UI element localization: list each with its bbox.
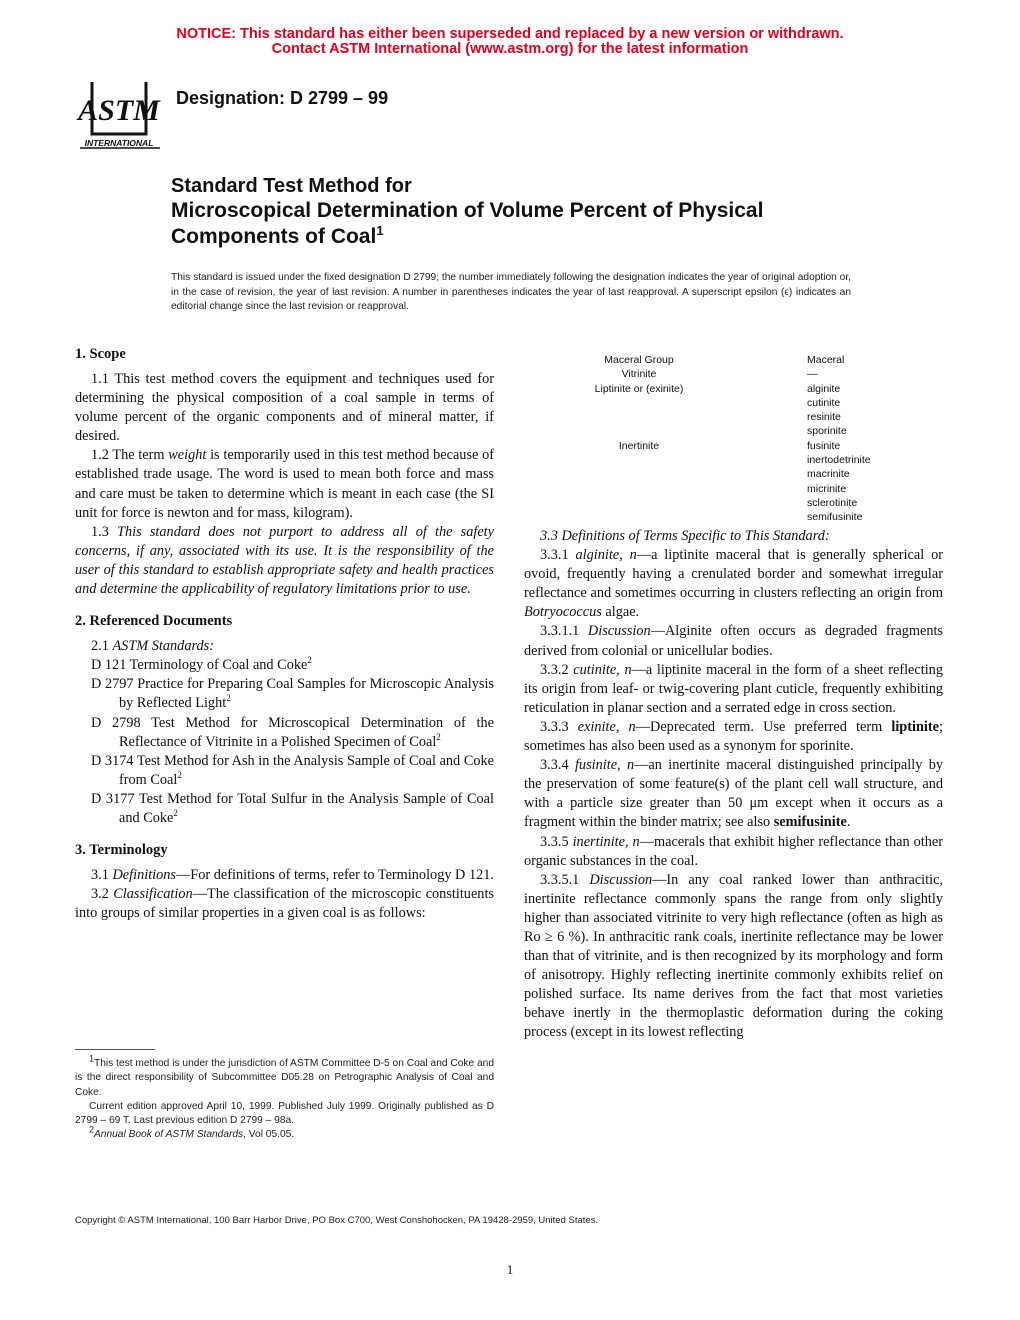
scope-1-3: 1.3 This standard does not purport to address all of the safety concerns, if any, associated with its use. It is the responsibility of the user of this standard to establish appropriate safety and health practices and determine the applicability of regulatory limitations prior to use. xyxy=(75,523,494,598)
astm-logo xyxy=(74,74,164,154)
title-line-3: Components of Coal$^1$ xyxy=(171,223,384,248)
terminology-3-2: 3.2 Classification—The classification of the microscopic constituents into groups of similar properties in a given coal is as follows: xyxy=(75,886,494,922)
reference-d121: D 121 Terminology of Coal and Coke$^2$ xyxy=(91,655,312,674)
notice-line-2: Contact ASTM International (www.astm.org) for the latest information xyxy=(271,41,749,57)
footnotes xyxy=(75,1053,494,1143)
definition-exinite: 3.3.3 exinite, n—Deprecated term. Use preferred term liptinite; sometimes has also been used as a synonym for sporinite. xyxy=(524,718,943,755)
scope-1-2: 1.2 The term weight is temporarily used in this test method because of established trade usage. The word is used to mean both force and mass and care must be taken to determine which is meant in each case (the SI unit for force is newton and for mass, kilogram). xyxy=(75,447,495,521)
table-row: resinite xyxy=(807,411,841,424)
notice-banner xyxy=(0,27,1020,57)
footnote-1: $^1$This test method is under the jurisdiction of ASTM Committee D-5 on Coal and Coke and is the direct responsibility of Subcommittee D05.28 on Petrographic Analysis of Coal and Coke. xyxy=(75,1053,494,1098)
table-row: micrinite xyxy=(807,482,847,495)
section-terminology-heading: 3. Terminology xyxy=(75,842,168,859)
referenced-intro: 2.1 ASTM Standards: xyxy=(91,638,214,655)
issued-note: This standard is issued under the fixed designation D 2799; the number immediately following the designation indicates the year of original adoption or, in the case of revision, the year of last revision. A number in parentheses indicates the year of last reapproval. A superscript epsilon (ϵ) indicates an editorial change since the last revision or reapproval. xyxy=(171,272,851,312)
definition-alginite: 3.3.1 alginite, n—a liptinite maceral that is generally spherical or ovoid, frequently having a crenulated border and somewhat irregular reflectance and sometimes occurring in clusters reflecting an origin from Botryococcus algae. xyxy=(524,547,943,621)
designation: Designation: D 2799 – 99 xyxy=(176,88,389,108)
footnote-divider xyxy=(75,1049,155,1050)
right-column xyxy=(524,527,943,1043)
discussion-alginite: 3.3.1.1 Discussion—Alginite often occurs as degraded fragments derived from colonial or unicellular bodies. xyxy=(524,623,943,659)
table-row: semifusinite xyxy=(807,511,863,524)
copyright: Copyright © ASTM International, 100 Barr Harbor Drive, PO Box C700, West Conshohocken, PA 19428-2959, United States. xyxy=(75,1215,599,1226)
left-column xyxy=(75,345,494,923)
maceral-table xyxy=(560,353,940,525)
definition-cutinite: 3.3.2 cutinite, n—a liptinite maceral in the form of a sheet reflecting its origin from leaf- or twig-covering plant cuticle, frequently exhibiting reticulation in planar section and a serrated edge in cross section. xyxy=(524,661,943,716)
definitions-3-3: 3.3 Definitions of Terms Specific to This Standard: xyxy=(540,528,830,544)
maceral-table-header xyxy=(560,353,940,367)
footnote-1-edition: Current edition approved April 10, 1999. Published July 1999. Originally published as D 2799 – 69 T. Last previous edition D 2799 – 98a. xyxy=(75,1100,494,1127)
definition-inertinite: 3.3.5 inertinite, n—macerals that exhibit higher reflectance than other organic substances in the coal. xyxy=(524,833,943,869)
maceral-header: Maceral xyxy=(807,354,845,366)
logo-subtext: INTERNATIONAL xyxy=(84,138,154,148)
table-row: sporinite xyxy=(807,425,847,438)
table-row: sclerotinite xyxy=(807,496,858,509)
notice-line-1: NOTICE: This standard has either been superseded and replaced by a new version or withdrawn. xyxy=(176,26,844,42)
page-number: 1 xyxy=(506,1262,514,1277)
section-scope-heading: 1. Scope xyxy=(75,346,126,362)
table-row: Liptinite or (exinite) alginite xyxy=(594,382,841,395)
logo-text: ASTM xyxy=(78,94,160,127)
document-title xyxy=(171,174,931,250)
table-row: Inertinite fusinite xyxy=(618,439,841,452)
discussion-inertinite: 3.3.5.1 Discussion—In any coal ranked lower than anthracitic, inertinite reflectance commonly spans the range from only slightly higher than associated vitrinite to very high reflectance (often as high as Ro ≥ 6 %). In anthracitic rank coals, inertinite reflectance may be lower than that of vitrinite, and is then recognized by its morphology and form of anisotropy. Highly reflecting inertinite commonly exhibits relief on polished surface. Its name derives from the fact that most varieties behave inertly in the thermoplastic deformation during the coking process (except in its lowest reflecting xyxy=(524,871,943,1041)
definition-fusinite: 3.3.4 fusinite, n—an inertinite maceral distinguished principally by the preservation of some feature(s) of the plant cell wall structure, and with a particle size greater than 50 μm except when it occurs as a fragment within the binder matrix; see also semifusinite. xyxy=(524,757,943,831)
reference-d3174: D 3174 Test Method for Ash in the Analysis Sample of Coal and Coke from Coal$^2$ xyxy=(91,752,494,788)
section-referenced-heading: 2. Referenced Documents xyxy=(75,613,233,630)
reference-d3177: D 3177 Test Method for Total Sulfur in the Analysis Sample of Coal and Coke$^2$ xyxy=(91,790,494,826)
table-row: cutinite xyxy=(807,396,841,409)
reference-d2798: D 2798 Test Method for Microscopical Determination of the Reflectance of Vitrinite in a Polished Specimen of Coal$^2$ xyxy=(91,714,494,750)
title-line-1: Standard Test Method for xyxy=(171,175,412,197)
table-row: inertodetrinite xyxy=(807,454,871,467)
table-row: Vitrinite — xyxy=(621,368,818,381)
reference-d2797: D 2797 Practice for Preparing Coal Samples for Microscopic Analysis by Reflected Light$^2$ xyxy=(91,676,494,712)
title-line-2: Microscopical Determination of Volume Percent of Physical xyxy=(171,199,764,222)
table-row: macrinite xyxy=(807,468,850,481)
scope-1-1: 1.1 This test method covers the equipment and techniques used for determining the physical composition of a coal sample in terms of volume percent of the organic components and of mineral matter, if desired. xyxy=(75,371,494,445)
terminology-3-1: 3.1 Definitions—For definitions of terms, refer to Terminology D 121. xyxy=(91,867,494,884)
maceral-group-header: Maceral Group xyxy=(604,354,674,366)
footnote-2: $^2$Annual Book of ASTM Standards, Vol 05.05. xyxy=(89,1125,295,1141)
title-footnote-ref: 1 xyxy=(376,223,384,238)
